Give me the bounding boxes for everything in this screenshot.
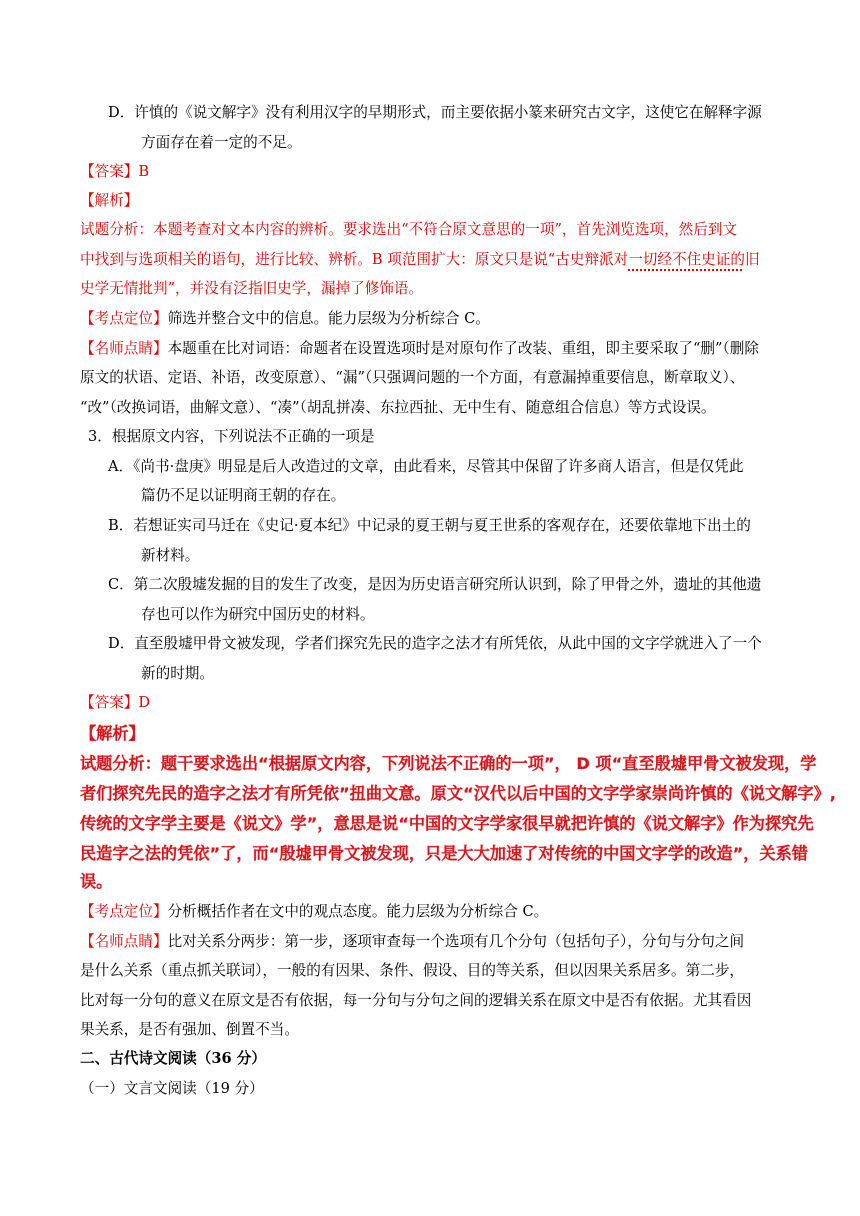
section-heading: 二、古代诗文阅读（36 分） xyxy=(80,1050,266,1067)
q3-option-d-line1: D．直至殷墟甲骨文被发现，学者们探究先民的造字之法才有所凭依，从此中国的文字学就进入了一个 xyxy=(108,635,762,652)
q2-answer: 【答案】B xyxy=(80,163,150,180)
q3-kaodian xyxy=(80,902,548,922)
q3-option-c-line2: 存也可以作为研究中国历史的材料。 xyxy=(141,606,375,623)
q3-analysis-line3: 传统的文字学主要是《说文》学”，意思是说“中国的文字学家很早就把许慎的《说文解字》作为探究先 xyxy=(80,814,814,833)
q2-analysis-line2-post: 旧 xyxy=(744,251,760,268)
q3-mingshi-line3: 比对每一分句的意义在原文是否有依据，每一分句与分句之间的逻辑关系在原文中是否有依据。尤其看因 xyxy=(80,992,752,1009)
q2-analysis-line3: 史学无情批判”，并没有泛指旧史学，漏掉了修饰语。 xyxy=(80,280,424,297)
q3-mingshi-line4: 果关系，是否有强加、倒置不当。 xyxy=(80,1021,299,1038)
q2-analysis-emphasis-dots: 一切经不住史证的 xyxy=(628,251,745,268)
q3-answer: 【答案】D xyxy=(80,694,151,711)
q3-option-d-line2: 新的时期。 xyxy=(141,665,214,682)
q2-analysis-line2 xyxy=(80,250,760,270)
q2-analysis-line2-pre: 中找到与选项相关的语句，进行比较、辨析。B 项范围扩大：原文只是说“古史辩派对 xyxy=(80,251,629,268)
q2-kaodian-label: 【考点定位】 xyxy=(80,310,168,327)
q3-mingshi-line2: 是什么关系（重点抓关联词），一般的有因果、条件、假设、目的等关系，但以因果关系居多。第二步， xyxy=(80,962,745,979)
q2-kaodian-text: 筛选并整合文中的信息。能力层级为分析综合 C。 xyxy=(167,310,490,327)
q3-mingshi-line1 xyxy=(80,932,744,952)
q2-analysis-line1: 试题分析：本题考查对文本内容的辨析。要求选出“不符合原文意思的一项”，首先浏览选项，然后到文 xyxy=(80,221,738,238)
q3-jiexi-label: 【解析】 xyxy=(80,724,145,743)
q3-analysis-line5: 误。 xyxy=(80,872,113,891)
q2-mingshi-text1: 本题重在比对词语：命题者在设置选项时是对原句作了改装、重组，即主要采取了“删”（删除 xyxy=(167,340,759,357)
q3-option-a-line2: 篇仍不足以证明商王朝的存在。 xyxy=(141,487,346,504)
q3-analysis-line4: 民造字之法的凭依”了，而“殷墟甲骨文被发现，只是大大加速了对传统的中国文字学的改造”，关系错 xyxy=(80,844,808,863)
q3-analysis-line2: 者们探究先民的造字之法才有所凭依”扭曲文意。原文“汉代以后中国的文字学家崇尚许慎的《说文解字》, xyxy=(80,784,836,803)
q2-mingshi-line1 xyxy=(80,339,759,359)
q3-analysis-line1: 试题分析：题干要求选出“根据原文内容，下列说法不正确的一项”， D 项“直至殷墟甲骨文被发现，学 xyxy=(80,754,817,773)
q3-mingshi-text1: 比对关系分两步：第一步，逐项审查每一个选项有几个分句（包括句子），分句与分句之间 xyxy=(167,933,745,950)
q2-option-d-line2: 方面存在着一定的不足。 xyxy=(141,134,302,151)
q3-kaodian-label: 【考点定位】 xyxy=(80,903,168,920)
q2-kaodian xyxy=(80,309,490,329)
q3-option-a-line1: A．《尚书·盘庚》明显是后人改造过的文章，由此看来，尽管其中保留了许多商人语言，但是仅凭此 xyxy=(108,458,744,475)
q2-jiexi-label: 【解析】 xyxy=(80,192,139,209)
section-subheading: （一）文言文阅读（19 分） xyxy=(80,1080,264,1097)
q2-option-d-line1: D．许慎的《说文解字》没有利用汉字的早期形式，而主要依据小篆来研究古文字，这使它在解释字源 xyxy=(108,104,762,121)
q3-option-b-line2: 新材料。 xyxy=(141,547,200,564)
q3-kaodian-text: 分析概括作者在文中的观点态度。能力层级为分析综合 C。 xyxy=(167,903,549,920)
q2-mingshi-line2: 原文的状语、定语、补语，改变原意）、“漏”（只强调问题的一个方面，有意漏掉重要信息，断章取义）、 xyxy=(80,369,745,386)
q3-option-b-line1: B．若想证实司马迁在《史记·夏本纪》中记录的夏王朝与夏王世系的客观存在，还要依靠地下出土的 xyxy=(108,517,751,534)
q3-stem: 3．根据原文内容，下列说法不正确的一项是 xyxy=(88,428,375,445)
q3-option-c-line1: C．第二次殷墟发掘的目的发生了改变，是因为历史语言研究所认识到，除了甲骨之外，遗址的其他遗 xyxy=(108,576,762,593)
q3-mingshi-label: 【名师点睛】 xyxy=(80,933,168,950)
q2-mingshi-line3: “改”（改换词语，曲解文意）、“凑”（胡乱拼凑、东拉西扯、无中生有、随意组合信息）等方式设误。 xyxy=(80,399,716,416)
q2-mingshi-label: 【名师点睛】 xyxy=(80,340,168,357)
